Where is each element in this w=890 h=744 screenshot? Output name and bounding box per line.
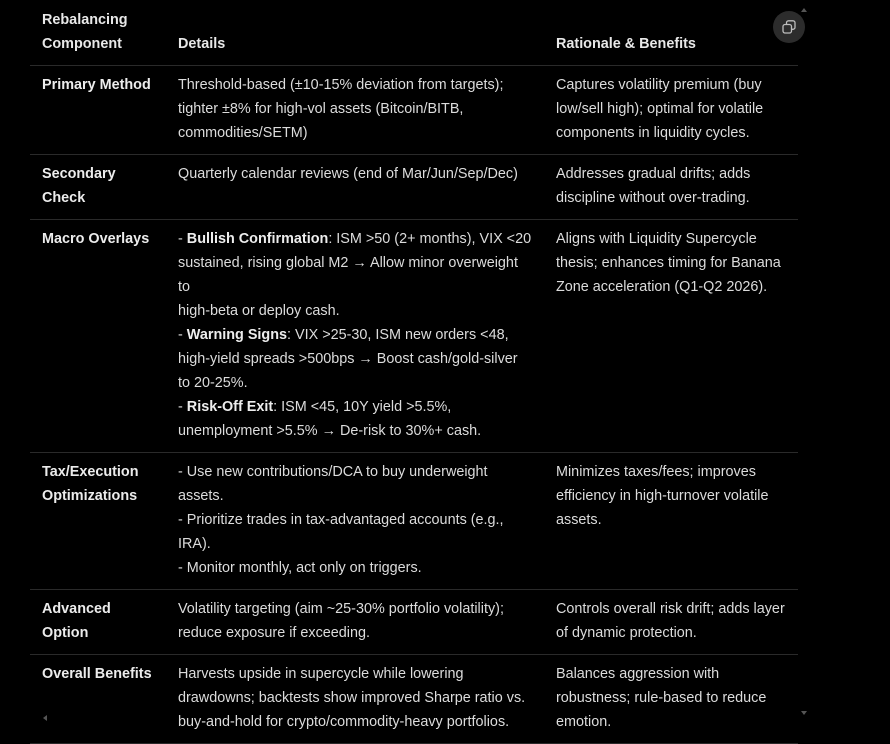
row-details — [166, 590, 544, 655]
row-details — [166, 453, 544, 590]
row-component-label: Secondary Check — [30, 155, 166, 220]
row-details — [166, 655, 544, 744]
details-line: to 20-25%. — [178, 375, 248, 391]
rationale-line: emotion. — [556, 714, 612, 730]
details-line: assets. — [178, 488, 224, 504]
details-line: - Risk-Off Exit: ISM <45, 10Y yield >5.5%, — [178, 399, 452, 415]
rebalancing-table-container — [30, 0, 798, 744]
details-line: sustained, rising global M2 → Allow minor overweight to — [178, 255, 518, 295]
copy-button[interactable] — [773, 11, 805, 43]
details-line: Volatility targeting (aim ~25-30% portfolio volatility); — [178, 601, 504, 617]
row-rationale — [544, 66, 798, 155]
details-line: - Warning Signs: VIX >25-30, ISM new orders <48, — [178, 327, 509, 343]
details-line: commodities/SETM) — [178, 125, 308, 141]
copy-icon — [782, 20, 796, 34]
details-line: unemployment >5.5% → De-risk to 30%+ cash. — [178, 423, 482, 439]
header-component: Rebalancing Component — [30, 0, 166, 66]
details-line: high-beta or deploy cash. — [178, 303, 340, 319]
table-row — [30, 220, 798, 453]
table-row — [30, 66, 798, 155]
details-line: Quarterly calendar reviews (end of Mar/Jun/Sep/Dec) — [178, 166, 518, 182]
details-line: drawdowns; backtests show improved Sharpe ratio vs. — [178, 690, 526, 706]
header-rationale: Rationale & Benefits — [544, 0, 798, 66]
details-line: - Use new contributions/DCA to buy underweight — [178, 464, 488, 480]
row-rationale — [544, 453, 798, 590]
rebalancing-table — [30, 0, 798, 744]
rationale-line: Zone acceleration (Q1-Q2 2026). — [556, 279, 768, 295]
rationale-line: robustness; rule-based to reduce — [556, 690, 767, 706]
row-component-label: Macro Overlays — [30, 220, 166, 453]
row-details — [166, 155, 544, 220]
row-rationale — [544, 590, 798, 655]
details-line: - Prioritize trades in tax-advantaged accounts (e.g., — [178, 512, 504, 528]
rationale-line: Minimizes taxes/fees; improves — [556, 464, 756, 480]
details-line: Threshold-based (±10-15% deviation from targets); — [178, 77, 504, 93]
rationale-line: Aligns with Liquidity Supercycle — [556, 231, 757, 247]
scroll-up-arrow-icon[interactable] — [801, 8, 807, 12]
row-details — [166, 220, 544, 453]
details-line: buy-and-hold for crypto/commodity-heavy portfolios. — [178, 714, 510, 730]
scroll-left-arrow-icon[interactable] — [43, 715, 47, 721]
scroll-down-arrow-icon[interactable] — [801, 711, 807, 715]
row-component-label: Tax/Execution Optimizations — [30, 453, 166, 590]
rationale-line: of dynamic protection. — [556, 625, 697, 641]
rationale-line: Balances aggression with — [556, 666, 720, 682]
details-line: tighter ±8% for high-vol assets (Bitcoin/BITB, — [178, 101, 464, 117]
row-component-label: Advanced Option — [30, 590, 166, 655]
table-body — [30, 66, 798, 744]
rationale-line: discipline without over-trading. — [556, 190, 750, 206]
details-line: high-yield spreads >500bps → Boost cash/gold-silver — [178, 351, 518, 367]
row-rationale — [544, 655, 798, 744]
details-line: IRA). — [178, 536, 211, 552]
details-line: - Bullish Confirmation: ISM >50 (2+ months), VIX <20 — [178, 231, 532, 247]
header-details: Details — [166, 0, 544, 66]
table-row — [30, 155, 798, 220]
row-component-label: Primary Method — [30, 66, 166, 155]
rationale-line: Controls overall risk drift; adds layer — [556, 601, 785, 617]
rationale-line: Captures volatility premium (buy — [556, 77, 762, 93]
row-component-label: Overall Benefits — [30, 655, 166, 744]
rationale-line: assets. — [556, 512, 602, 528]
row-rationale — [544, 220, 798, 453]
row-details — [166, 66, 544, 155]
rationale-line: thesis; enhances timing for Banana — [556, 255, 781, 271]
rationale-line: Addresses gradual drifts; adds — [556, 166, 751, 182]
table-header-row — [30, 0, 798, 66]
rationale-line: low/sell high); optimal for volatile — [556, 101, 764, 117]
table-row — [30, 453, 798, 590]
table-row — [30, 590, 798, 655]
rationale-line: efficiency in high-turnover volatile — [556, 488, 769, 504]
details-line: - Monitor monthly, act only on triggers. — [178, 560, 422, 576]
table-row — [30, 655, 798, 744]
rationale-line: components in liquidity cycles. — [556, 125, 750, 141]
details-line: reduce exposure if exceeding. — [178, 625, 370, 641]
row-rationale — [544, 155, 798, 220]
details-line: Harvests upside in supercycle while lowering — [178, 666, 464, 682]
